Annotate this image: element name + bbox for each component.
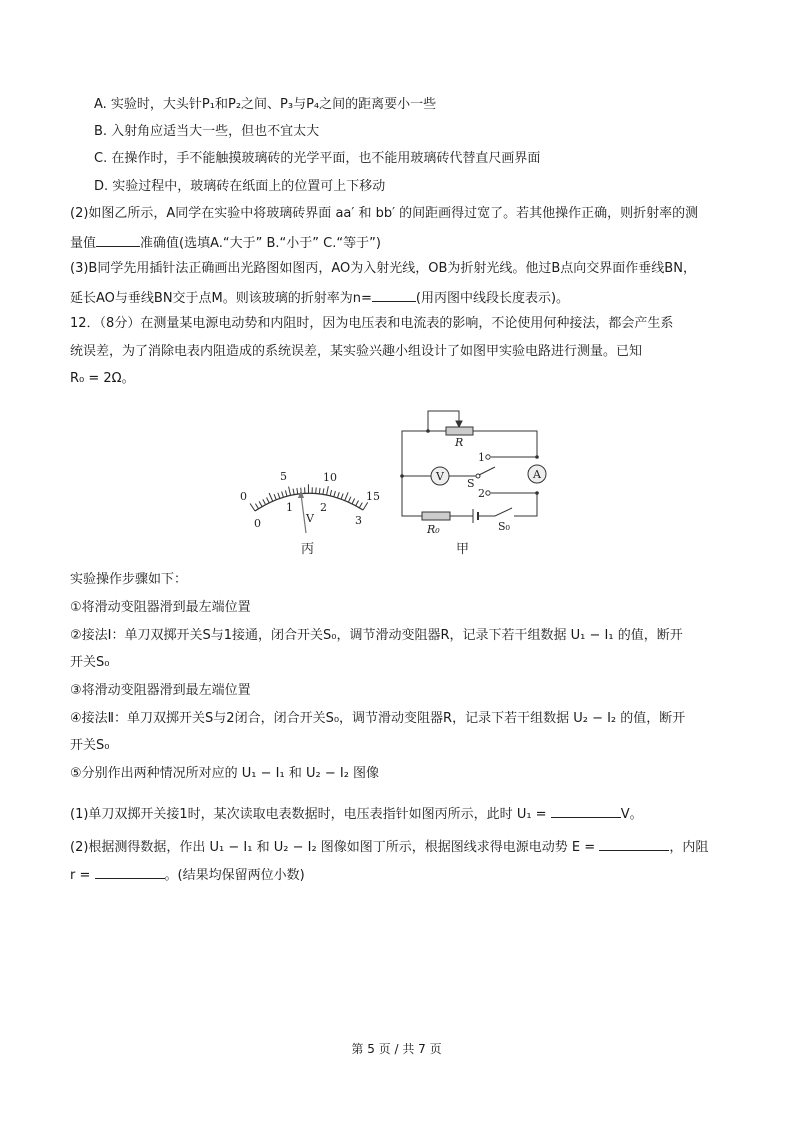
ammeter-label: A	[533, 468, 541, 481]
dial-tick	[330, 490, 331, 496]
dial-tick	[352, 499, 355, 504]
dial-tick	[348, 497, 350, 502]
dial-tick	[359, 503, 362, 508]
q12-line1: 12．（8分）在测量某电源电动势和内阻时，因为电压表和电流表的影响，不论使用何种接法，都会产生系	[70, 316, 674, 331]
dial-tick	[319, 488, 320, 494]
dial-tick	[363, 502, 368, 510]
dial-tick	[289, 487, 291, 496]
steps-intro: 实验操作步骤如下：	[70, 572, 188, 587]
unit-label: V	[306, 512, 314, 525]
dial-tick	[297, 488, 298, 494]
dial-tick	[274, 494, 276, 500]
option-d: D. 实验过程中，玻璃砖在纸面上的位置可上下移动	[94, 179, 386, 194]
page-footer: 第 5 页 / 共 7 页	[351, 1042, 442, 1056]
sub-question-2	[70, 837, 708, 857]
dial-tick	[334, 491, 336, 497]
dial-tick	[293, 489, 294, 495]
option-a: A. 实验时，大头针P₁和P₂之间、P₃与P₄之间的距离要小一些	[94, 97, 437, 112]
voltmeter-dial	[250, 484, 368, 533]
dial-tick	[278, 493, 280, 499]
q3-line1: (3)B同学先用插针法正确画出光路图如图丙，AO为入射光线，OB为折射光线。他过B点向交界面作垂线BN，	[70, 261, 696, 276]
dial-tick	[267, 497, 270, 502]
dial-tick	[337, 492, 339, 498]
terminal-2-label: 2	[478, 487, 485, 500]
bottom-tick-label: 0	[254, 517, 261, 530]
sub2-text-b: ，内阻	[669, 840, 709, 855]
option-c: C. 在操作时，手不能触摸玻璃砖的光学平面，也不能用玻璃砖代替直尺画界面	[94, 151, 541, 166]
bottom-tick-label: 3	[355, 514, 362, 527]
dial-tick	[282, 492, 284, 498]
terminal-2	[486, 491, 490, 495]
sub-question-1	[70, 804, 643, 824]
r0-label: R₀	[427, 523, 440, 536]
s-label: S	[467, 477, 475, 490]
dial-tick	[323, 488, 324, 494]
option-b: B. 入射角应适当大一些，但也不宜太大	[94, 124, 320, 139]
sub2-r: r =	[70, 868, 91, 883]
top-tick-label: 15	[366, 490, 380, 503]
sub-question-2-cont	[70, 865, 305, 885]
step-2-cont: 开关S₀	[70, 655, 110, 670]
step-5: ⑤分别作出两种情况所对应的 U₁ − I₁ 和 U₂ − I₂ 图像	[70, 766, 380, 781]
dial-tick	[250, 503, 255, 511]
q2-line1: (2)如图乙所示，A同学在实验中将玻璃砖界面 aa′ 和 bb′ 的间距画得过宽了。若其他操作正确，则折射率的测	[70, 206, 699, 221]
dial-tick	[259, 501, 262, 506]
sub2-text: (2)根据测得数据，作出 U₁ − I₁ 和 U₂ − I₂ 图像如图丁所示，根据图线求得电源电动势 E =	[70, 840, 596, 855]
step-2: ②接法Ⅰ：单刀双掷开关S与1接通，闭合开关S₀，调节滑动变阻器R，记录下若干组数据 U₁ − I₁ 的值，断开	[70, 628, 683, 643]
bottom-tick-label: 1	[286, 501, 293, 514]
q3-text-a: 延长AO与垂线BN交于点M。则该玻璃的折射率为n=	[70, 291, 372, 306]
dial-tick	[356, 500, 359, 505]
caption-jia: 甲	[456, 542, 470, 557]
answer-blank-e[interactable]	[599, 837, 669, 851]
dial-ticks	[250, 484, 368, 511]
q3-text-b: (用丙图中线段长度表示)。	[415, 291, 570, 306]
step-4-cont: 开关S₀	[70, 738, 110, 753]
switch-blade	[479, 467, 495, 475]
bottom-tick-label: 2	[320, 501, 327, 514]
q12-line3: R₀ = 2Ω。	[70, 371, 135, 386]
answer-blank-r[interactable]	[95, 865, 165, 879]
sub1-text: (1)单刀双掷开关接1时，某次读取电表数据时，电压表指针如图丙所示，此时 U₁ =	[70, 807, 547, 822]
step-4: ④接法Ⅱ：单刀双掷开关S与2闭合，闭合开关S₀，调节滑动变阻器R，记录下若干组数据 U₂ − I₂ 的值，断开	[70, 711, 686, 726]
caption-bing: 丙	[301, 542, 315, 557]
dial-tick	[285, 490, 287, 496]
terminal-1-label: 1	[478, 451, 485, 464]
dial-tick	[269, 493, 273, 501]
sub1-unit: V。	[620, 807, 643, 822]
circuit-diagram	[400, 411, 546, 523]
dial-tick	[255, 504, 258, 509]
top-tick-label: 10	[323, 471, 337, 484]
top-tick-label: 5	[280, 470, 287, 483]
resistor-r0	[422, 512, 450, 520]
step-3: ③将滑动变阻器滑到最左端位置	[70, 683, 251, 698]
step-1: ①将滑动变阻器滑到最左端位置	[70, 600, 251, 615]
terminal-1	[486, 455, 490, 459]
answer-blank-u1[interactable]	[551, 804, 621, 818]
dial-tick	[263, 499, 266, 504]
dial-tick	[345, 492, 348, 500]
r-label: R	[455, 436, 464, 449]
q2-text-a: 量值	[70, 236, 97, 251]
dial-tick	[341, 494, 343, 500]
top-tick-label: 0	[240, 490, 247, 503]
dial-tick	[327, 486, 329, 495]
voltmeter-label: V	[436, 470, 444, 483]
q12-line2: 统误差，为了消除电表内阻造成的系统误差，某实验兴趣小组设计了如图甲实验电路进行测量。已知	[70, 344, 643, 359]
q2-text-b: 准确值(选填A.“大于” B.“小于” C.“等于”)	[140, 236, 381, 251]
s0-label: S₀	[498, 520, 510, 533]
sub2-text-d: 。(结果均保留两位小数)	[164, 868, 305, 883]
rheostat	[446, 427, 473, 435]
